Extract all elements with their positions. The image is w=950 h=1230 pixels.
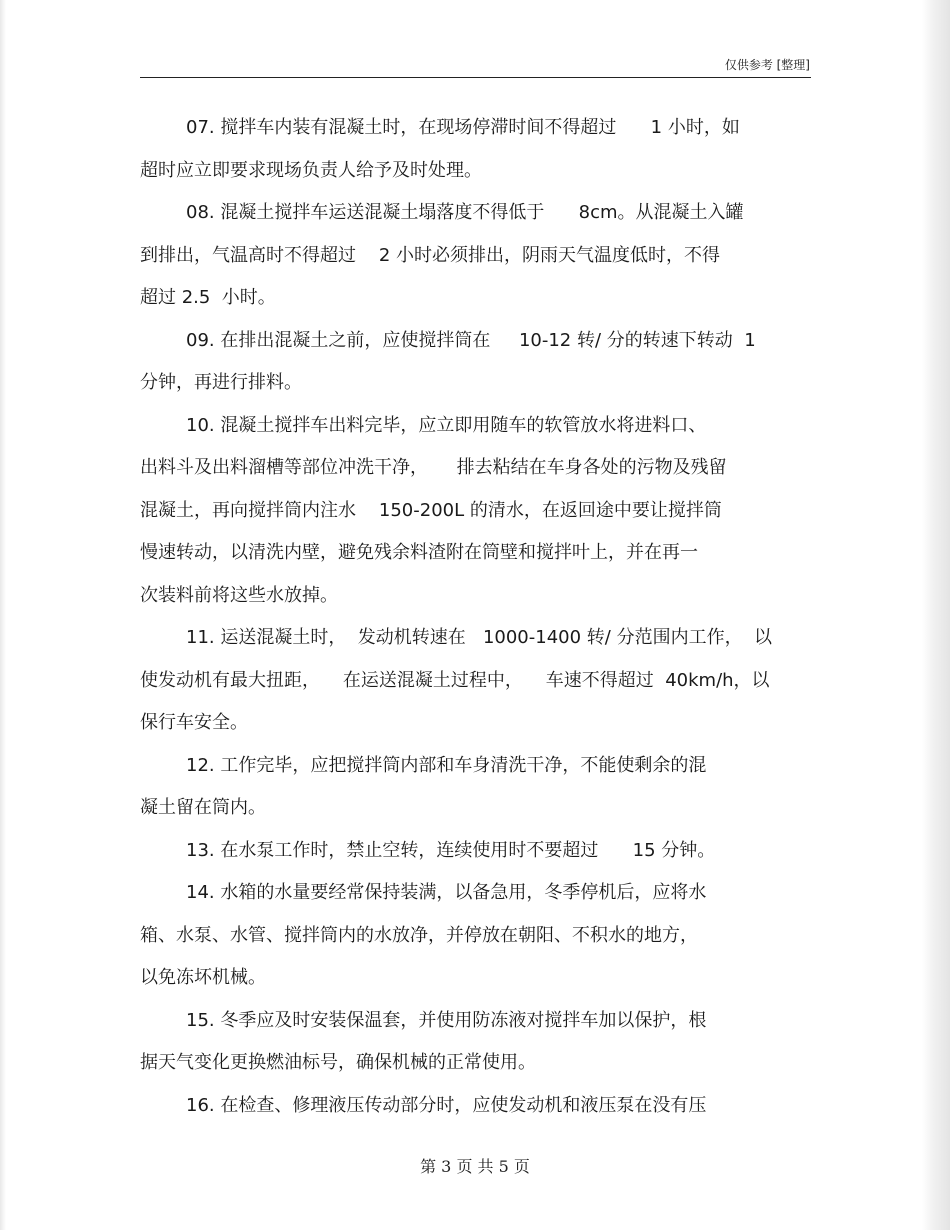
text-line: 次装料前将这些水放掉。	[140, 584, 338, 606]
text-line: 箱、水泵、水管、搅拌筒内的水放净，并停放在朝阳、不积水的地方，	[140, 924, 698, 946]
text-line: 保行车安全。	[140, 712, 248, 733]
text-line: 凝土留在筒内。	[140, 797, 266, 818]
text-line: 13. 在水泵工作时，禁止空转，连续使用时不要超过 15 分钟。	[186, 839, 716, 861]
page-edge-shadow-left	[0, 0, 6, 1230]
text-line: 据天气变化更换燃油标号，确保机械的正常使用。	[140, 1052, 536, 1073]
text-line: 混凝土，再向搅拌筒内注水 150-200L 的清水，在返回途中要让搅拌筒	[140, 499, 722, 521]
text-line: 09. 在排出混凝土之前，应使搅拌筒在 10-12 转/ 分的转速下转动 1	[186, 329, 756, 351]
text-line: 超时应立即要求现场负责人给予及时处理。	[140, 159, 482, 181]
text-line: 出料斗及出料溜槽等部位冲洗干净， 排去粘结在车身各处的污物及残留	[140, 457, 727, 478]
text-line: 12. 工作完毕，应把搅拌筒内部和车身清洗干净，不能使剩余的混	[186, 754, 707, 776]
text-line: 11. 运送混凝土时， 发动机转速在 1000-1400 转/ 分范围内工作， 以	[186, 627, 773, 648]
page-footer: 第 3 页 共 5 页	[420, 1157, 530, 1176]
text-line: 14. 水箱的水量要经常保持装满，以备急用，冬季停机后，应将水	[186, 882, 707, 903]
text-line: 08. 混凝土搅拌车运送混凝土塌落度不得低于 8cm。从混凝土入罐	[186, 202, 744, 223]
text-line: 慢速转动，以清洗内壁，避免残余料渣附在筒壁和搅拌叶上，并在再一	[140, 542, 698, 563]
text-line: 07. 搅拌车内装有混凝土时，在现场停滞时间不得超过 1 小时，如	[186, 117, 740, 138]
header-divider	[140, 77, 811, 78]
page-header: 仅供参考 [整理]	[724, 58, 810, 72]
text-line: 使发动机有最大扭距， 在运送混凝土过程中， 车速不得超过 40km/h，以	[140, 669, 770, 691]
text-line: 超过 2.5 小时。	[140, 287, 276, 308]
text-line: 到排出，气温高时不得超过 2 小时必须排出，阴雨天气温度低时，不得	[140, 244, 721, 266]
text-line: 15. 冬季应及时安装保温套，并使用防冻液对搅拌车加以保护，根	[186, 1009, 707, 1031]
page-edge-shadow-right	[922, 0, 950, 1230]
text-line: 以免冻坏机械。	[140, 967, 266, 988]
text-line: 16. 在检查、修理液压传动部分时，应使发动机和液压泵在没有压	[186, 1094, 707, 1116]
text-line: 10. 混凝土搅拌车出料完毕，应立即用随车的软管放水将进料口、	[186, 414, 707, 436]
text-line: 分钟，再进行排料。	[140, 372, 302, 393]
document-body	[140, 107, 812, 1127]
